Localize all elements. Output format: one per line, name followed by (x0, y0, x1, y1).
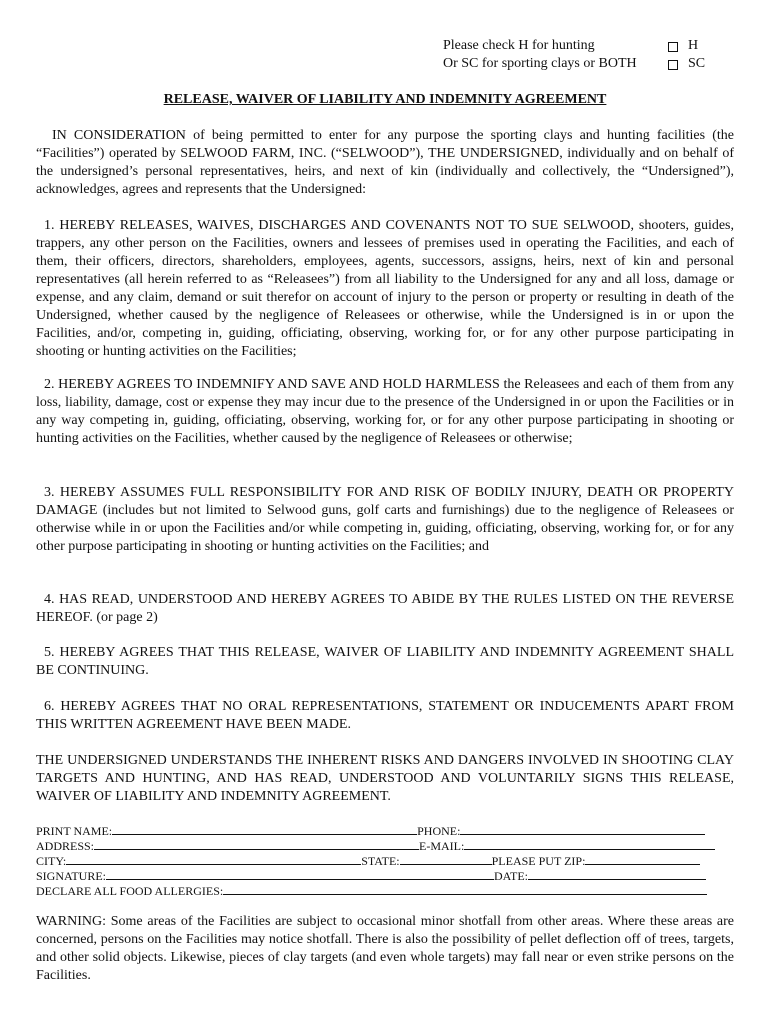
clause-6: 6. HEREBY AGREES THAT NO ORAL REPRESENTATIONS, STATEMENT OR INDUCEMENTS APART FROM THIS WRITTEN AGREEMENT HAVE BEEN MADE. (36, 699, 734, 732)
allergies-field[interactable] (223, 883, 707, 895)
clause-2: 2. HEREBY AGREES TO INDEMNIFY AND SAVE AND HOLD HARMLESS the Releasees and each of them from any loss, liability, damage, cost or expense they may incur due to the presence of the Undersigned in or upon the Facilities or in any way competing in, guiding, officiating, observing, working for, or for any other purpose participating in shooting or hunting activities on the Facilities, whether caused by the negligence of Releasees or otherwise; (36, 377, 734, 446)
document-title: RELEASE, WAIVER OF LIABILITY AND INDEMNITY AGREEMENT (163, 92, 607, 107)
name-phone-line (36, 823, 736, 838)
hunting-check-row (443, 37, 743, 55)
activity-check-block (443, 37, 743, 73)
zip-field[interactable] (585, 853, 700, 865)
warning-paragraph: WARNING: Some areas of the Facilities are subject to occasional minor shotfall from other areas. Where these areas are concerned, persons on the Facilities may notice shotfall. There is also the possibility of pellet deflection off of trees, targets, and other solid objects. Likewise, pieces of clay targets (and even whole targets) may fall near or even strike persons on the Facilities. (36, 914, 734, 983)
print-name-label: PRINT NAME: (36, 824, 113, 838)
clause-4: 4. HAS READ, UNDERSTOOD AND HEREBY AGREES TO ABIDE BY THE RULES LISTED ON THE REVERSE HEREOF. (or page 2) (36, 592, 734, 625)
signature-label: SIGNATURE: (36, 869, 107, 883)
allergies-label: DECLARE ALL FOOD ALLERGIES: (36, 884, 224, 898)
phone-label: PHONE: (417, 824, 461, 838)
date-field[interactable] (528, 868, 706, 880)
intro-paragraph: IN CONSIDERATION of being permitted to enter for any purpose the sporting clays and hunting facilities (the “Facilities”) operated by SELWOOD FARM, INC. (“SELWOOD”), THE UNDERSIGNED, individually and on behalf of the undersigned’s personal representatives, heirs, and next of kin (individually and collectively, the “Undersigned”), acknowledges, agrees and represents that the Undersigned: (36, 128, 734, 197)
clause-1: 1. HEREBY RELEASES, WAIVES, DISCHARGES AND COVENANTS NOT TO SUE SELWOOD, shooters, guides, trappers, any other person on the Facilities, owners and lessees of premises used in operating the Facilities, and each of them, their officers, directors, shareholders, employees, agents, successors, assigns, heirs, next of kin and personal representatives (all herein referred to as “Releasees”) from all liability to the Undersigned for any and all loss, damage or expense, and any claim, demand or suit therefor on account of injury to the person or property or resulting in death of the Undersigned, whether caused by the negligence of Releasees or otherwise, while the Undersigned is in or upon the Facilities, and/or, competing in, guiding, officiating, observing, working for, or for any other purpose participating in shooting or hunting activities on the Facilities; (36, 218, 734, 359)
sporting-clays-checkbox[interactable] (668, 60, 678, 70)
email-label: E-MAIL: (419, 839, 465, 853)
email-field[interactable] (464, 838, 715, 850)
phone-field[interactable] (460, 823, 705, 835)
hunting-checkbox[interactable] (668, 42, 678, 52)
state-label: STATE: (361, 854, 400, 868)
sporting-clays-check-code: SC (688, 56, 706, 71)
signature-date-line (36, 868, 736, 883)
address-label: ADDRESS: (36, 839, 95, 853)
city-state-zip-line (36, 853, 736, 868)
sporting-clays-check-row (443, 55, 743, 73)
allergies-line (36, 883, 736, 898)
clause-5: 5. HEREBY AGREES THAT THIS RELEASE, WAIVER OF LIABILITY AND INDEMNITY AGREEMENT SHALL BE CONTINUING. (36, 645, 734, 678)
hunting-check-label: Please check H for hunting (443, 38, 595, 53)
clause-3: 3. HEREBY ASSUMES FULL RESPONSIBILITY FOR AND RISK OF BODILY INJURY, DEATH OR PROPERTY DAMAGE (includes but not limited to Selwood guns, golf carts and furnishings) due to the negligence of Releasees or otherwise while in or upon the Facilities and/or while competing in, guiding, officiating, observing, working for, or for any other purpose participating in shooting or hunting activities on the Facilities; and (36, 485, 734, 554)
signature-field[interactable] (106, 868, 494, 880)
print-name-field[interactable] (112, 823, 417, 835)
sporting-clays-check-label: Or SC for sporting clays or BOTH (443, 56, 637, 71)
acknowledgement-paragraph: THE UNDERSIGNED UNDERSTANDS THE INHERENT RISKS AND DANGERS INVOLVED IN SHOOTING CLAY TARGETS AND HUNTING, AND HAS READ, UNDERSTOOD AND VOLUNTARILY SIGNS THIS RELEASE, WAIVER OF LIABILITY AND INDEMNITY AGREEMENT. (36, 753, 734, 804)
signer-info-fields (36, 823, 736, 898)
address-field[interactable] (94, 838, 419, 850)
city-label: CITY: (36, 854, 67, 868)
hunting-check-code: H (688, 38, 699, 53)
date-label: DATE: (494, 869, 529, 883)
address-email-line (36, 838, 736, 853)
zip-label: PLEASE PUT ZIP: (491, 854, 586, 868)
city-field[interactable] (66, 853, 361, 865)
state-field[interactable] (400, 853, 492, 865)
